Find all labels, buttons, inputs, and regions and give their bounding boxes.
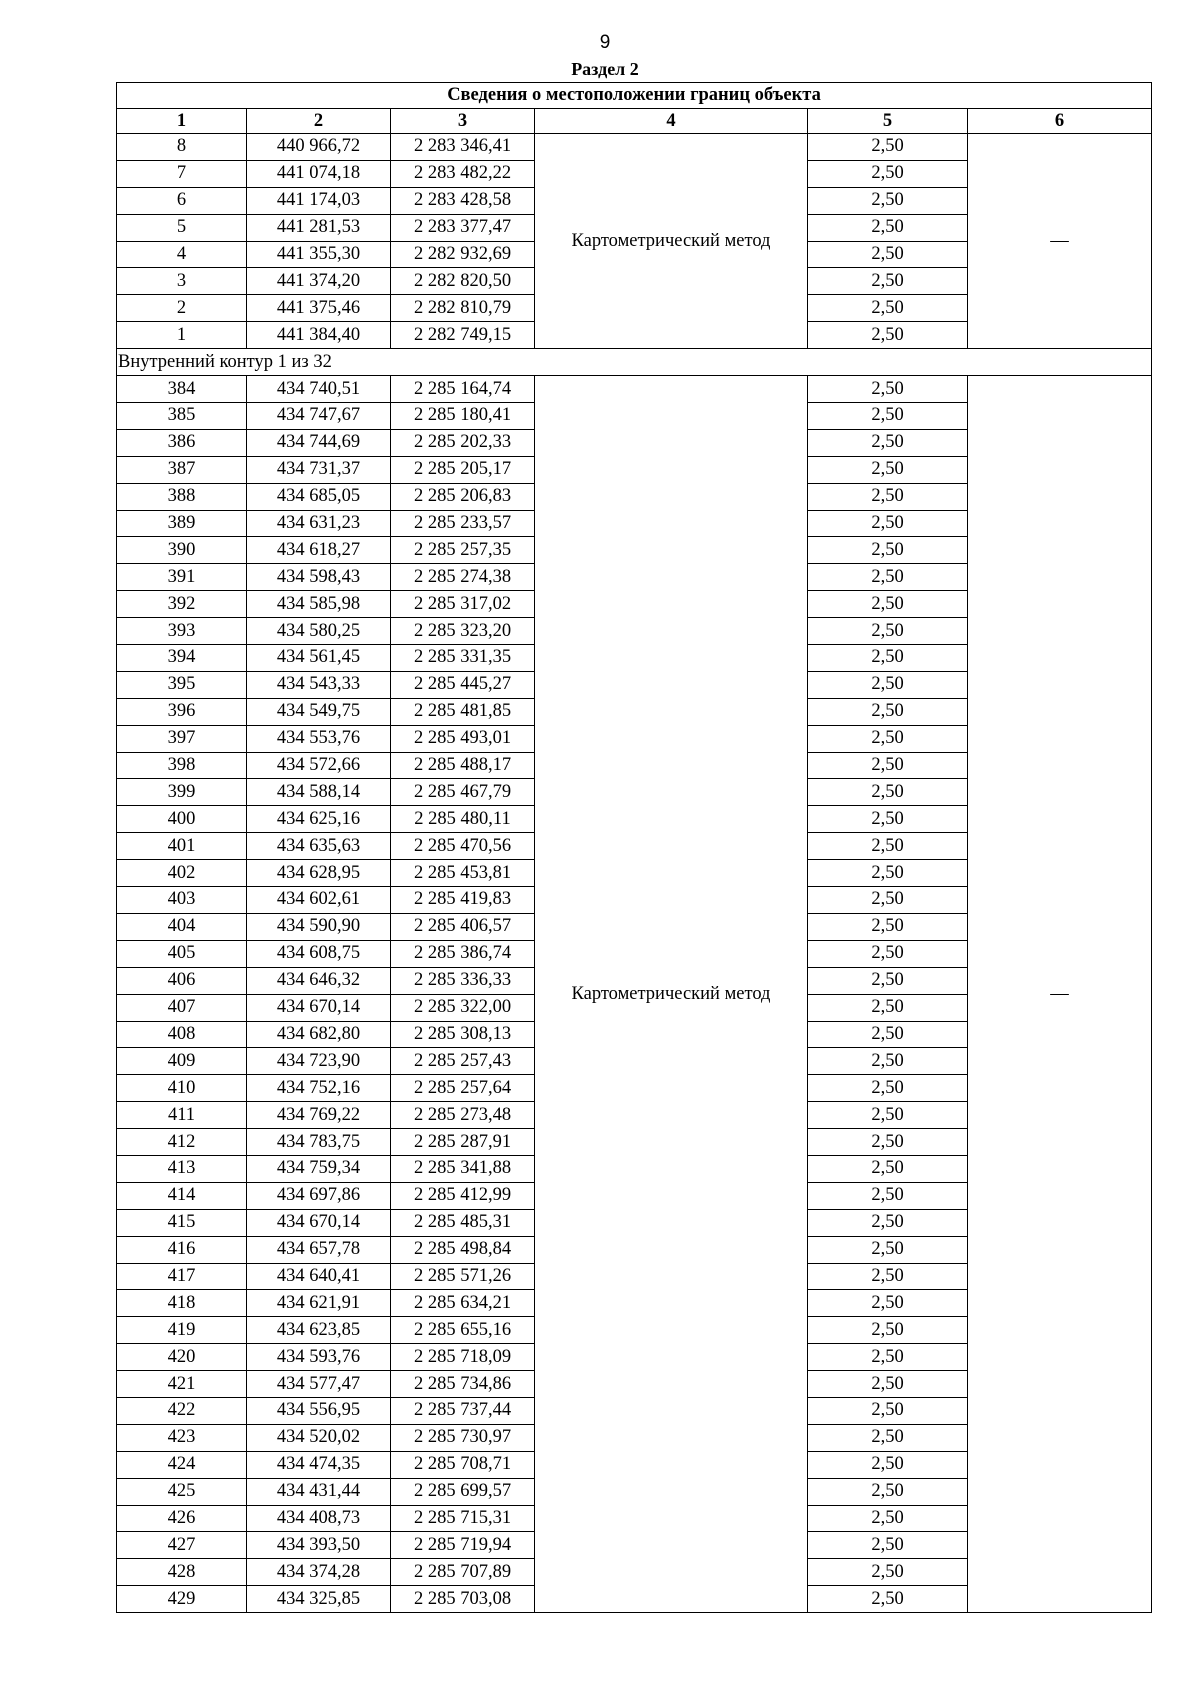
y-coordinate-cell: 2 285 493,01: [391, 725, 535, 752]
y-coordinate-cell: 2 285 273,48: [391, 1102, 535, 1129]
accuracy-cell: 2,50: [808, 1263, 968, 1290]
point-number-cell: 406: [117, 967, 247, 994]
y-coordinate-cell: 2 285 233,57: [391, 510, 535, 537]
x-coordinate-cell: 441 374,20: [247, 268, 391, 295]
y-coordinate-cell: 2 283 377,47: [391, 214, 535, 241]
point-number-cell: 390: [117, 537, 247, 564]
point-number-cell: 407: [117, 994, 247, 1021]
accuracy-cell: 2,50: [808, 429, 968, 456]
accuracy-cell: 2,50: [808, 322, 968, 349]
y-coordinate-cell: 2 285 287,91: [391, 1129, 535, 1156]
column-header: 4: [535, 109, 808, 134]
page-number: 9: [599, 32, 611, 53]
column-header: 3: [391, 109, 535, 134]
accuracy-cell: 2,50: [808, 940, 968, 967]
x-coordinate-cell: 434 374,28: [247, 1559, 391, 1586]
y-coordinate-cell: 2 285 699,57: [391, 1478, 535, 1505]
point-number-cell: 388: [117, 483, 247, 510]
accuracy-cell: 2,50: [808, 779, 968, 806]
y-coordinate-cell: 2 282 749,15: [391, 322, 535, 349]
note-cell: —: [968, 134, 1152, 349]
x-coordinate-cell: 440 966,72: [247, 134, 391, 161]
table-body: [117, 83, 1152, 1613]
point-number-cell: 421: [117, 1371, 247, 1398]
accuracy-cell: 2,50: [808, 483, 968, 510]
accuracy-cell: 2,50: [808, 1209, 968, 1236]
y-coordinate-cell: 2 285 406,57: [391, 913, 535, 940]
point-number-cell: 396: [117, 698, 247, 725]
accuracy-cell: 2,50: [808, 510, 968, 537]
y-coordinate-cell: 2 285 322,00: [391, 994, 535, 1021]
x-coordinate-cell: 434 608,75: [247, 940, 391, 967]
point-number-cell: 415: [117, 1209, 247, 1236]
x-coordinate-cell: 434 623,85: [247, 1317, 391, 1344]
x-coordinate-cell: 434 393,50: [247, 1532, 391, 1559]
accuracy-cell: 2,50: [808, 1478, 968, 1505]
point-number-cell: 409: [117, 1048, 247, 1075]
point-number-cell: 400: [117, 806, 247, 833]
x-coordinate-cell: 441 174,03: [247, 187, 391, 214]
point-number-cell: 423: [117, 1424, 247, 1451]
point-number-cell: 5: [117, 214, 247, 241]
y-coordinate-cell: 2 285 257,43: [391, 1048, 535, 1075]
accuracy-cell: 2,50: [808, 1424, 968, 1451]
point-number-cell: 2: [117, 295, 247, 322]
x-coordinate-cell: 434 590,90: [247, 913, 391, 940]
y-coordinate-cell: 2 282 820,50: [391, 268, 535, 295]
x-coordinate-cell: 434 685,05: [247, 483, 391, 510]
y-coordinate-cell: 2 285 715,31: [391, 1505, 535, 1532]
y-coordinate-cell: 2 285 488,17: [391, 752, 535, 779]
accuracy-cell: 2,50: [808, 1048, 968, 1075]
accuracy-cell: 2,50: [808, 1021, 968, 1048]
accuracy-cell: 2,50: [808, 1102, 968, 1129]
y-coordinate-cell: 2 285 737,44: [391, 1397, 535, 1424]
point-number-cell: 405: [117, 940, 247, 967]
accuracy-cell: 2,50: [808, 806, 968, 833]
x-coordinate-cell: 434 670,14: [247, 994, 391, 1021]
point-number-cell: 387: [117, 456, 247, 483]
y-coordinate-cell: 2 285 467,79: [391, 779, 535, 806]
point-number-cell: 413: [117, 1155, 247, 1182]
y-coordinate-cell: 2 285 336,33: [391, 967, 535, 994]
accuracy-cell: 2,50: [808, 1559, 968, 1586]
method-cell: Картометрический метод: [535, 134, 808, 349]
point-number-cell: 428: [117, 1559, 247, 1586]
accuracy-cell: 2,50: [808, 1317, 968, 1344]
table-row: [117, 376, 1152, 403]
y-coordinate-cell: 2 285 331,35: [391, 645, 535, 672]
x-coordinate-cell: 434 618,27: [247, 537, 391, 564]
point-number-cell: 403: [117, 887, 247, 914]
point-number-cell: 412: [117, 1129, 247, 1156]
x-coordinate-cell: 434 682,80: [247, 1021, 391, 1048]
point-number-cell: 401: [117, 833, 247, 860]
point-number-cell: 397: [117, 725, 247, 752]
accuracy-cell: 2,50: [808, 456, 968, 483]
y-coordinate-cell: 2 285 481,85: [391, 698, 535, 725]
x-coordinate-cell: 441 384,40: [247, 322, 391, 349]
x-coordinate-cell: 434 325,85: [247, 1586, 391, 1613]
x-coordinate-cell: 434 549,75: [247, 698, 391, 725]
accuracy-cell: 2,50: [808, 1371, 968, 1398]
x-coordinate-cell: 434 625,16: [247, 806, 391, 833]
x-coordinate-cell: 434 631,23: [247, 510, 391, 537]
y-coordinate-cell: 2 285 341,88: [391, 1155, 535, 1182]
accuracy-cell: 2,50: [808, 591, 968, 618]
accuracy-cell: 2,50: [808, 913, 968, 940]
point-number-cell: 411: [117, 1102, 247, 1129]
accuracy-cell: 2,50: [808, 698, 968, 725]
point-number-cell: 393: [117, 618, 247, 645]
point-number-cell: 414: [117, 1182, 247, 1209]
point-number-cell: 3: [117, 268, 247, 295]
accuracy-cell: 2,50: [808, 860, 968, 887]
accuracy-cell: 2,50: [808, 1075, 968, 1102]
x-coordinate-cell: 434 553,76: [247, 725, 391, 752]
table-caption: Сведения о местоположении границ объекта: [117, 83, 1152, 109]
y-coordinate-cell: 2 285 703,08: [391, 1586, 535, 1613]
point-number-cell: 429: [117, 1586, 247, 1613]
x-coordinate-cell: 434 572,66: [247, 752, 391, 779]
point-number-cell: 384: [117, 376, 247, 403]
contour-label-row: [117, 349, 1152, 376]
y-coordinate-cell: 2 285 708,71: [391, 1451, 535, 1478]
y-coordinate-cell: 2 285 180,41: [391, 403, 535, 430]
point-number-cell: 420: [117, 1344, 247, 1371]
accuracy-cell: 2,50: [808, 1182, 968, 1209]
point-number-cell: 8: [117, 134, 247, 161]
y-coordinate-cell: 2 285 498,84: [391, 1236, 535, 1263]
y-coordinate-cell: 2 285 257,35: [391, 537, 535, 564]
x-coordinate-cell: 434 759,34: [247, 1155, 391, 1182]
accuracy-cell: 2,50: [808, 376, 968, 403]
accuracy-cell: 2,50: [808, 994, 968, 1021]
y-coordinate-cell: 2 283 428,58: [391, 187, 535, 214]
y-coordinate-cell: 2 283 482,22: [391, 160, 535, 187]
x-coordinate-cell: 434 561,45: [247, 645, 391, 672]
point-number-cell: 386: [117, 429, 247, 456]
x-coordinate-cell: 434 697,86: [247, 1182, 391, 1209]
accuracy-cell: 2,50: [808, 1532, 968, 1559]
x-coordinate-cell: 434 670,14: [247, 1209, 391, 1236]
x-coordinate-cell: 441 281,53: [247, 214, 391, 241]
y-coordinate-cell: 2 285 453,81: [391, 860, 535, 887]
column-header: 5: [808, 109, 968, 134]
accuracy-cell: 2,50: [808, 187, 968, 214]
y-coordinate-cell: 2 285 412,99: [391, 1182, 535, 1209]
x-coordinate-cell: 434 740,51: [247, 376, 391, 403]
y-coordinate-cell: 2 285 274,38: [391, 564, 535, 591]
point-number-cell: 6: [117, 187, 247, 214]
x-coordinate-cell: 434 474,35: [247, 1451, 391, 1478]
x-coordinate-cell: 434 520,02: [247, 1424, 391, 1451]
x-coordinate-cell: 434 408,73: [247, 1505, 391, 1532]
y-coordinate-cell: 2 285 719,94: [391, 1532, 535, 1559]
y-coordinate-cell: 2 285 317,02: [391, 591, 535, 618]
column-header-row: [117, 109, 1152, 134]
accuracy-cell: 2,50: [808, 268, 968, 295]
accuracy-cell: 2,50: [808, 645, 968, 672]
boundary-coordinates-table: [116, 82, 1152, 1613]
y-coordinate-cell: 2 285 707,89: [391, 1559, 535, 1586]
point-number-cell: 391: [117, 564, 247, 591]
contour-label: Внутренний контур 1 из 32: [117, 349, 1152, 376]
y-coordinate-cell: 2 285 206,83: [391, 483, 535, 510]
x-coordinate-cell: 434 747,67: [247, 403, 391, 430]
accuracy-cell: 2,50: [808, 537, 968, 564]
accuracy-cell: 2,50: [808, 1155, 968, 1182]
point-number-cell: 7: [117, 160, 247, 187]
point-number-cell: 394: [117, 645, 247, 672]
accuracy-cell: 2,50: [808, 1344, 968, 1371]
point-number-cell: 416: [117, 1236, 247, 1263]
accuracy-cell: 2,50: [808, 1290, 968, 1317]
point-number-cell: 402: [117, 860, 247, 887]
y-coordinate-cell: 2 285 571,26: [391, 1263, 535, 1290]
y-coordinate-cell: 2 285 655,16: [391, 1317, 535, 1344]
y-coordinate-cell: 2 283 346,41: [391, 134, 535, 161]
x-coordinate-cell: 434 543,33: [247, 671, 391, 698]
accuracy-cell: 2,50: [808, 618, 968, 645]
accuracy-cell: 2,50: [808, 1397, 968, 1424]
point-number-cell: 398: [117, 752, 247, 779]
x-coordinate-cell: 434 646,32: [247, 967, 391, 994]
y-coordinate-cell: 2 285 386,74: [391, 940, 535, 967]
point-number-cell: 404: [117, 913, 247, 940]
x-coordinate-cell: 434 769,22: [247, 1102, 391, 1129]
y-coordinate-cell: 2 285 730,97: [391, 1424, 535, 1451]
point-number-cell: 389: [117, 510, 247, 537]
accuracy-cell: 2,50: [808, 403, 968, 430]
point-number-cell: 425: [117, 1478, 247, 1505]
x-coordinate-cell: 434 585,98: [247, 591, 391, 618]
y-coordinate-cell: 2 285 718,09: [391, 1344, 535, 1371]
x-coordinate-cell: 434 752,16: [247, 1075, 391, 1102]
point-number-cell: 395: [117, 671, 247, 698]
y-coordinate-cell: 2 282 810,79: [391, 295, 535, 322]
y-coordinate-cell: 2 285 734,86: [391, 1371, 535, 1398]
accuracy-cell: 2,50: [808, 671, 968, 698]
point-number-cell: 410: [117, 1075, 247, 1102]
y-coordinate-cell: 2 285 419,83: [391, 887, 535, 914]
accuracy-cell: 2,50: [808, 833, 968, 860]
accuracy-cell: 2,50: [808, 752, 968, 779]
x-coordinate-cell: 434 744,69: [247, 429, 391, 456]
x-coordinate-cell: 434 598,43: [247, 564, 391, 591]
point-number-cell: 427: [117, 1532, 247, 1559]
accuracy-cell: 2,50: [808, 1586, 968, 1613]
y-coordinate-cell: 2 285 470,56: [391, 833, 535, 860]
y-coordinate-cell: 2 285 164,74: [391, 376, 535, 403]
y-coordinate-cell: 2 285 445,27: [391, 671, 535, 698]
column-header: 2: [247, 109, 391, 134]
accuracy-cell: 2,50: [808, 1451, 968, 1478]
accuracy-cell: 2,50: [808, 214, 968, 241]
x-coordinate-cell: 434 577,47: [247, 1371, 391, 1398]
section-title: Раздел 2: [571, 59, 639, 79]
note-cell: —: [968, 376, 1152, 1613]
point-number-cell: 408: [117, 1021, 247, 1048]
point-number-cell: 422: [117, 1397, 247, 1424]
y-coordinate-cell: 2 285 323,20: [391, 618, 535, 645]
accuracy-cell: 2,50: [808, 725, 968, 752]
x-coordinate-cell: 434 723,90: [247, 1048, 391, 1075]
point-number-cell: 4: [117, 241, 247, 268]
accuracy-cell: 2,50: [808, 887, 968, 914]
y-coordinate-cell: 2 285 205,17: [391, 456, 535, 483]
accuracy-cell: 2,50: [808, 295, 968, 322]
point-number-cell: 417: [117, 1263, 247, 1290]
x-coordinate-cell: 434 593,76: [247, 1344, 391, 1371]
point-number-cell: 426: [117, 1505, 247, 1532]
table-caption-row: [117, 83, 1152, 109]
accuracy-cell: 2,50: [808, 160, 968, 187]
x-coordinate-cell: 441 074,18: [247, 160, 391, 187]
accuracy-cell: 2,50: [808, 1236, 968, 1263]
point-number-cell: 424: [117, 1451, 247, 1478]
method-cell: Картометрический метод: [535, 376, 808, 1613]
x-coordinate-cell: 434 602,61: [247, 887, 391, 914]
point-number-cell: 1: [117, 322, 247, 349]
accuracy-cell: 2,50: [808, 564, 968, 591]
x-coordinate-cell: 434 635,63: [247, 833, 391, 860]
x-coordinate-cell: 434 556,95: [247, 1397, 391, 1424]
y-coordinate-cell: 2 285 634,21: [391, 1290, 535, 1317]
point-number-cell: 399: [117, 779, 247, 806]
x-coordinate-cell: 434 783,75: [247, 1129, 391, 1156]
x-coordinate-cell: 434 588,14: [247, 779, 391, 806]
y-coordinate-cell: 2 282 932,69: [391, 241, 535, 268]
column-header: 1: [117, 109, 247, 134]
y-coordinate-cell: 2 285 480,11: [391, 806, 535, 833]
point-number-cell: 418: [117, 1290, 247, 1317]
accuracy-cell: 2,50: [808, 1505, 968, 1532]
y-coordinate-cell: 2 285 257,64: [391, 1075, 535, 1102]
accuracy-cell: 2,50: [808, 241, 968, 268]
column-header: 6: [968, 109, 1152, 134]
accuracy-cell: 2,50: [808, 1129, 968, 1156]
x-coordinate-cell: 441 375,46: [247, 295, 391, 322]
x-coordinate-cell: 434 621,91: [247, 1290, 391, 1317]
x-coordinate-cell: 434 640,41: [247, 1263, 391, 1290]
x-coordinate-cell: 434 580,25: [247, 618, 391, 645]
point-number-cell: 385: [117, 403, 247, 430]
x-coordinate-cell: 434 731,37: [247, 456, 391, 483]
x-coordinate-cell: 434 431,44: [247, 1478, 391, 1505]
y-coordinate-cell: 2 285 485,31: [391, 1209, 535, 1236]
x-coordinate-cell: 441 355,30: [247, 241, 391, 268]
y-coordinate-cell: 2 285 308,13: [391, 1021, 535, 1048]
point-number-cell: 419: [117, 1317, 247, 1344]
x-coordinate-cell: 434 657,78: [247, 1236, 391, 1263]
accuracy-cell: 2,50: [808, 967, 968, 994]
y-coordinate-cell: 2 285 202,33: [391, 429, 535, 456]
accuracy-cell: 2,50: [808, 134, 968, 161]
point-number-cell: 392: [117, 591, 247, 618]
x-coordinate-cell: 434 628,95: [247, 860, 391, 887]
table-row: [117, 134, 1152, 161]
